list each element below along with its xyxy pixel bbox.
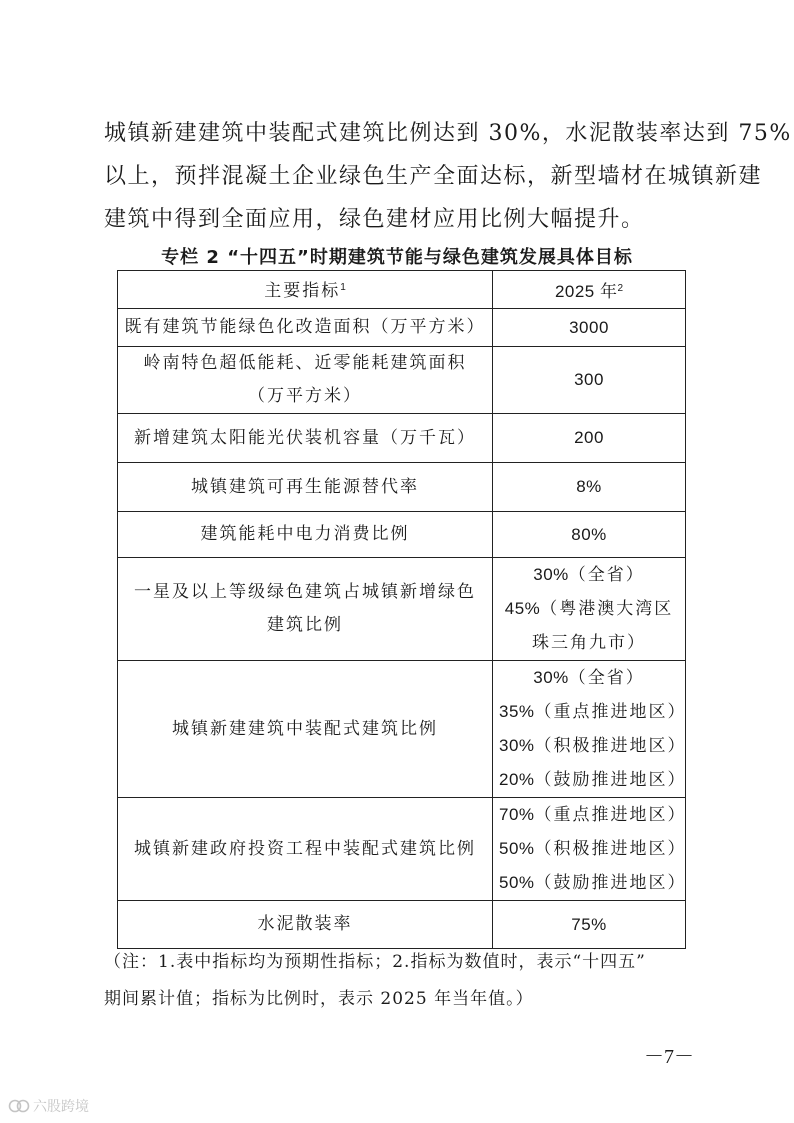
indicator-label: 既有建筑节能绿色化改造面积（万平方米）	[124, 317, 486, 337]
table-header-row	[118, 271, 686, 309]
target-number: 3000	[569, 317, 609, 337]
table-row	[118, 414, 686, 463]
intro-line: 建筑中得到全面应用，绿色建材应用比例大幅提升。	[104, 207, 645, 232]
target-value	[499, 729, 687, 763]
target-cell	[493, 901, 686, 949]
table-row	[118, 558, 686, 661]
target-value	[499, 763, 687, 797]
indicator-cell	[118, 463, 493, 512]
target-value	[499, 592, 679, 626]
target-scope: （积极推进地区）	[534, 736, 687, 756]
indicator-label: 一星及以上等级绿色建筑占城镇新增绿色	[134, 582, 476, 602]
indicator-label: 新增建筑太阳能光伏装机容量（万千瓦）	[134, 427, 476, 448]
target-number: 75%	[571, 914, 607, 934]
intro-line: 城镇新建建筑中装配式建筑比例达到 30%，水泥散装率达到 75%	[104, 121, 792, 146]
target-scope: （全省）	[568, 668, 645, 688]
target-scope: （重点推进地区）	[534, 805, 687, 825]
indicator-label: 建筑比例	[267, 615, 343, 635]
indicator-label: 城镇建筑可再生能源替代率	[191, 476, 419, 497]
indicator-cell	[118, 661, 493, 798]
indicator-cell	[118, 414, 493, 463]
target-number: 200	[574, 428, 604, 447]
target-value	[499, 908, 679, 942]
header-year: 2025 年$^2$	[493, 271, 686, 309]
table-row	[118, 901, 686, 949]
target-value	[499, 363, 679, 397]
watermark-text: 六股跨境	[33, 1099, 89, 1115]
target-number: 80%	[571, 524, 607, 544]
target-scope: 珠三角九市）	[532, 633, 646, 653]
indicator-label: 城镇新建政府投资工程中装配式建筑比例	[134, 838, 476, 859]
indicator-label: 建筑能耗中电力消费比例	[200, 524, 410, 544]
target-number: 30%	[499, 736, 535, 755]
indicator-cell	[118, 901, 493, 949]
target-value	[499, 470, 679, 504]
target-cell	[493, 661, 686, 798]
intro-line: 以上，预拌混凝土企业绿色生产全面达标，新型墙材在城镇新建	[104, 164, 763, 189]
target-number: 8%	[576, 477, 602, 496]
target-cell	[493, 347, 686, 414]
targets-table	[117, 270, 686, 949]
header-indicator: 主要指标$^1$	[118, 271, 493, 309]
target-cell	[493, 414, 686, 463]
target-scope: （积极推进地区）	[534, 839, 687, 859]
target-scope: （粤港澳大湾区	[540, 599, 674, 619]
note-line: （注：1.表中指标均为预期性指标；2.指标为数值时，表示“十四五”	[104, 952, 646, 972]
target-number: 300	[574, 370, 604, 389]
indicator-cell	[118, 347, 493, 414]
target-value	[499, 558, 679, 592]
table-row	[118, 661, 686, 798]
table-note	[104, 944, 724, 1018]
watermark	[8, 1096, 89, 1116]
watermark-logo-icon	[8, 1098, 30, 1114]
target-value	[499, 695, 687, 729]
target-number: 50%	[499, 839, 535, 858]
table-row	[118, 512, 686, 558]
target-scope: （鼓励推进地区）	[534, 873, 687, 893]
target-value	[499, 832, 687, 866]
table-caption: 专栏 2 “十四五”时期建筑节能与绿色建筑发展具体目标	[161, 247, 633, 268]
target-cell	[493, 558, 686, 661]
target-value	[499, 661, 679, 695]
target-scope: （重点推进地区）	[534, 702, 687, 722]
indicator-label: 城镇新建建筑中装配式建筑比例	[172, 718, 438, 739]
indicator-label: （万平方米）	[248, 386, 362, 406]
target-number: 30%	[533, 668, 569, 687]
indicator-cell	[118, 558, 493, 661]
target-value	[499, 626, 679, 660]
target-scope: （鼓励推进地区）	[534, 770, 687, 790]
target-value	[499, 866, 687, 900]
target-value	[499, 518, 679, 552]
target-value	[499, 311, 679, 345]
target-number: 70%	[499, 805, 535, 824]
indicator-cell	[118, 309, 493, 347]
target-number: 35%	[499, 702, 535, 721]
target-cell	[493, 798, 686, 901]
target-scope: （全省）	[568, 565, 645, 585]
note-line: 期间累计值；指标为比例时，表示 2025 年当年值。）	[104, 989, 534, 1009]
target-number: 30%	[533, 565, 569, 584]
table-row	[118, 798, 686, 901]
target-number: 45%	[504, 599, 541, 618]
target-cell	[493, 309, 686, 347]
intro-paragraph	[104, 112, 792, 241]
table-row	[118, 347, 686, 414]
target-value	[499, 421, 679, 455]
target-cell	[493, 463, 686, 512]
page-number: －7－	[644, 1046, 694, 1068]
indicator-cell	[118, 512, 493, 558]
target-number: 50%	[499, 873, 535, 892]
indicator-cell	[118, 798, 493, 901]
table-row	[118, 309, 686, 347]
target-number: 20%	[499, 770, 535, 789]
target-cell	[493, 512, 686, 558]
target-value	[499, 798, 687, 832]
table-row	[118, 463, 686, 512]
indicator-label: 岭南特色超低能耗、近零能耗建筑面积	[143, 353, 467, 373]
indicator-label: 水泥散装率	[257, 914, 353, 934]
